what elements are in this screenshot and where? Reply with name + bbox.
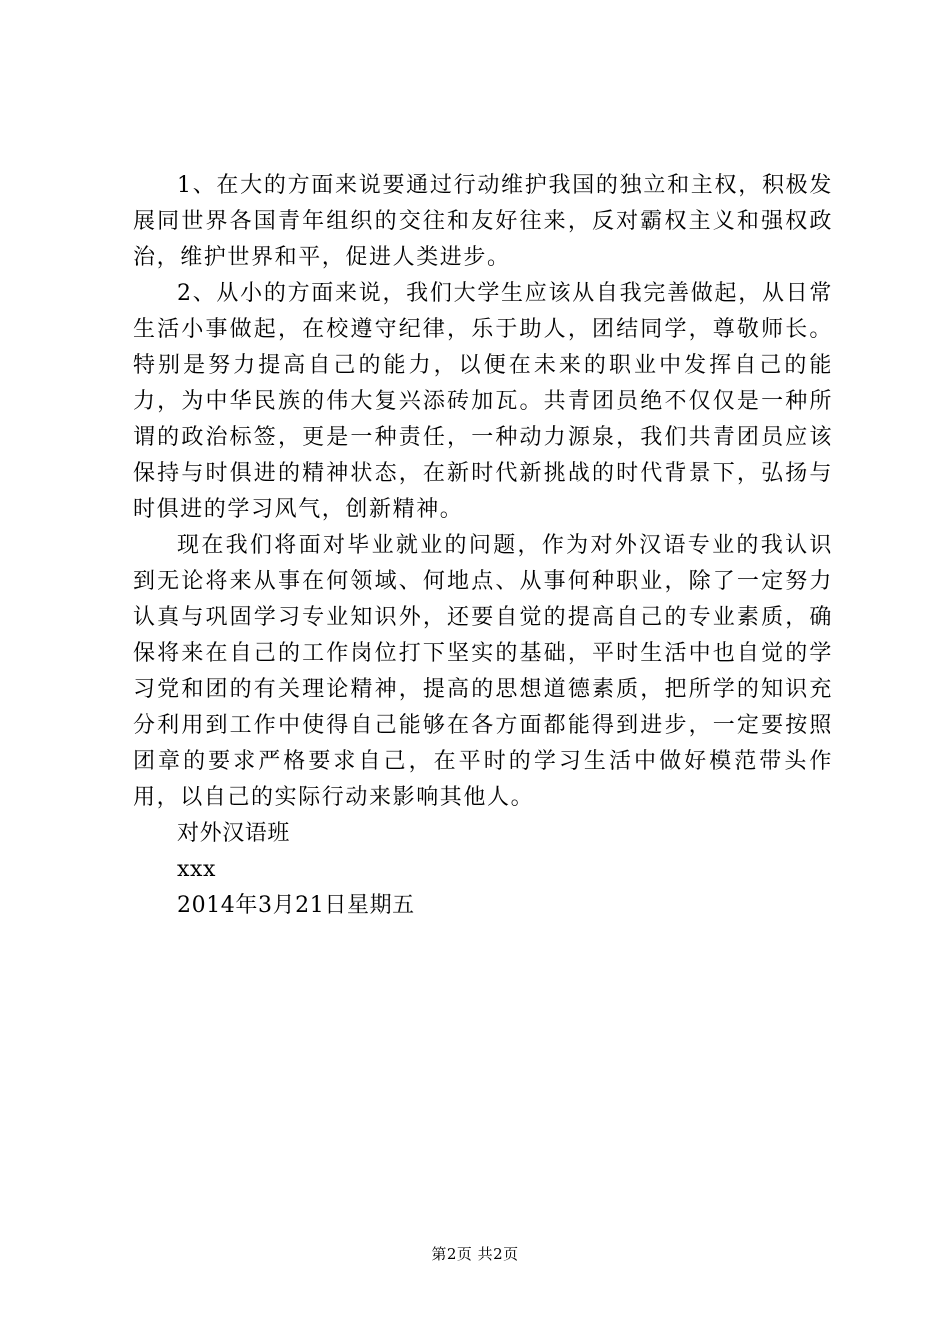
- document-body: [133, 168, 833, 924]
- signature-class: 对外汉语班: [177, 821, 291, 846]
- paragraph-2: 2、从小的方面来说，我们大学生应该从自我完善做起，从日常生活小事做起，在校遵守纪律，乐于助人，团结同学，尊敬师长。特别是努力提高自己的能力，以便在未来的职业中发挥自己的能力，为中华民族的伟大复兴添砖加瓦。共青团员绝不仅仅是一种所谓的政治标签，更是一种责任，一种动力源泉，我们共青团员应该保持与时俱进的精神状态，在新时代新挑战的时代背景下，弘扬与时俱进的学习风气，创新精神。: [133, 281, 833, 522]
- signature-name: xxx: [177, 857, 217, 882]
- paragraph-1: 1、在大的方面来说要通过行动维护我国的独立和主权，积极发展同世界各国青年组织的交往和友好往来，反对霸权主义和强权政治，维护世界和平，促进人类进步。: [133, 173, 833, 270]
- paragraph-3: 现在我们将面对毕业就业的问题，作为对外汉语专业的我认识到无论将来从事在何领域、何地点、从事何种职业，除了一定努力认真与巩固学习专业知识外，还要自觉的提高自己的专业素质，确保将来在自己的工作岗位打下坚实的基础，平时生活中也自觉的学习党和团的有关理论精神，提高的思想道德素质，把所学的知识充分利用到工作中使得自己能够在各方面都能得到进步，一定要按照团章的要求严格要求自己，在平时的学习生活中做好模范带头作用，以自己的实际行动来影响其他人。: [133, 533, 833, 810]
- page-number-footer: 第2页 共2页: [431, 1245, 519, 1263]
- signature-date: 2014年3月21日星期五: [177, 893, 415, 918]
